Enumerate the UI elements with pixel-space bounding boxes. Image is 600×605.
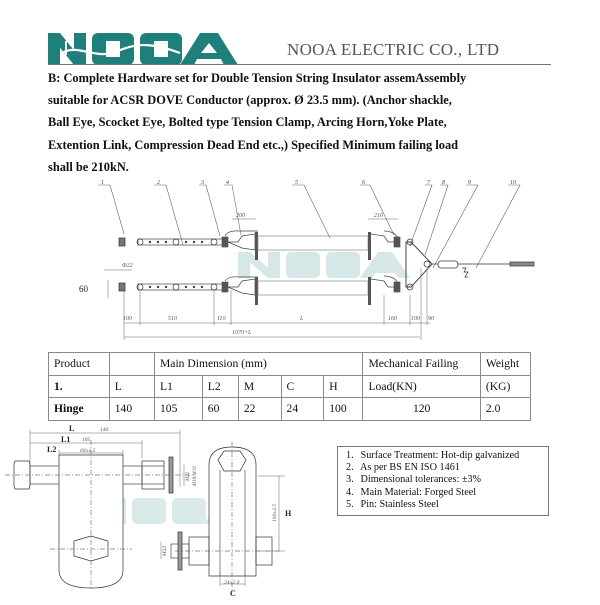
svg-text:24±2.0: 24±2.0: [224, 580, 240, 586]
svg-text:9: 9: [468, 180, 471, 186]
svg-text:60: 60: [79, 284, 88, 294]
specification-table: [48, 352, 531, 421]
svg-text:90: 90: [428, 316, 434, 322]
table-cell: H: [324, 375, 363, 398]
svg-text:M22: M22: [186, 471, 191, 481]
table-cell: Weight: [480, 353, 530, 376]
svg-text:8: 8: [442, 180, 445, 186]
svg-text:M18/M16: M18/M16: [193, 466, 198, 486]
table-cell: M: [238, 375, 281, 398]
svg-text:105: 105: [82, 437, 91, 443]
svg-text:210: 210: [374, 213, 383, 219]
table-cell: 1.: [49, 375, 110, 398]
table-row: [49, 398, 531, 421]
table-cell: (KG): [480, 375, 530, 398]
table-cell: L2: [202, 375, 238, 398]
table-cell: Main Dimension (mm): [154, 353, 362, 376]
svg-text:L1: L1: [61, 435, 71, 444]
table-row: [49, 375, 531, 398]
table-cell: Load(KN): [363, 375, 480, 398]
svg-text:L: L: [300, 316, 304, 322]
note-item: 1. Surface Treatment: Hot-dip galvanized: [346, 450, 520, 461]
table-cell: 105: [154, 398, 202, 421]
table-cell: 22: [238, 398, 281, 421]
svg-text:3: 3: [201, 180, 204, 186]
table-cell: 140: [109, 398, 154, 421]
table-cell: Hinge: [49, 398, 110, 421]
svg-text:Φ22: Φ22: [122, 263, 133, 269]
svg-text:M22: M22: [162, 545, 168, 556]
svg-text:5: 5: [295, 180, 298, 186]
assembly-drawing: [0, 176, 600, 346]
svg-text:4: 4: [226, 180, 229, 186]
table-cell: 2.0: [480, 398, 530, 421]
description-line: Extention Link, Compression Dead End etc.,) Specified Minimum failing load: [48, 137, 459, 152]
svg-text:510: 510: [168, 316, 177, 322]
table-cell: L1: [154, 375, 202, 398]
notes-box: [337, 446, 549, 516]
note-item: 5. Pin: Stainless Steel: [346, 498, 439, 510]
svg-text:1070+L: 1070+L: [232, 330, 252, 336]
svg-text:2: 2: [157, 180, 160, 186]
svg-text:7: 7: [427, 180, 430, 186]
nooa-logo-icon: [48, 31, 240, 67]
note-item: 3. Dimensional tolerances: ±3%: [346, 474, 481, 486]
table-cell: [109, 353, 154, 376]
description-line: shall be 210kN.: [48, 159, 129, 174]
svg-text:110: 110: [217, 316, 226, 322]
table-cell: 100: [324, 398, 363, 421]
description-line: B: Complete Hardware set for Double Tension String Insulator assemAssembly: [48, 71, 467, 85]
svg-text:140: 140: [100, 427, 109, 433]
product-description: [48, 67, 552, 178]
svg-text:1: 1: [101, 180, 104, 186]
watermark-icon: [238, 252, 410, 278]
svg-text:6: 6: [362, 180, 365, 186]
svg-text:200: 200: [236, 213, 245, 219]
svg-text:L2: L2: [47, 445, 57, 454]
table-header-row: [49, 353, 531, 376]
table-cell: 120: [363, 398, 480, 421]
svg-text:10: 10: [510, 180, 516, 186]
description-line: Ball Eye, Scocket Eye, Bolted type Tension Clamp, Arcing Horn,Yoke Plate,: [48, 115, 447, 130]
svg-text:100±2.5: 100±2.5: [272, 503, 278, 522]
company-logo: [48, 31, 240, 67]
svg-text:100: 100: [123, 316, 132, 322]
hinge-drawing: [0, 420, 330, 600]
table-cell: 60: [202, 398, 238, 421]
svg-text:100: 100: [411, 316, 420, 322]
company-name: NOOA ELECTRIC CO., LTD: [287, 40, 500, 59]
note-item: 4. Main Material: Forged Steel: [346, 486, 477, 498]
svg-text:C: C: [230, 589, 236, 598]
description-line: suitable for ACSR DOVE Conductor (approx. Ø 23.5 mm). (Anchor shackle,: [48, 93, 452, 108]
note-item: 2. As per BS EN ISO 1461: [346, 462, 460, 474]
svg-text:160: 160: [388, 316, 397, 322]
svg-text:L: L: [69, 424, 75, 433]
table-cell: Product: [49, 353, 110, 376]
table-cell: C: [281, 375, 324, 398]
table-cell: L: [109, 375, 154, 398]
svg-text:60±1.5: 60±1.5: [80, 448, 96, 454]
table-cell: Mechanical Failing: [363, 353, 480, 376]
header-divider: [48, 64, 551, 65]
svg-text:H: H: [285, 509, 292, 518]
table-cell: 24: [281, 398, 324, 421]
